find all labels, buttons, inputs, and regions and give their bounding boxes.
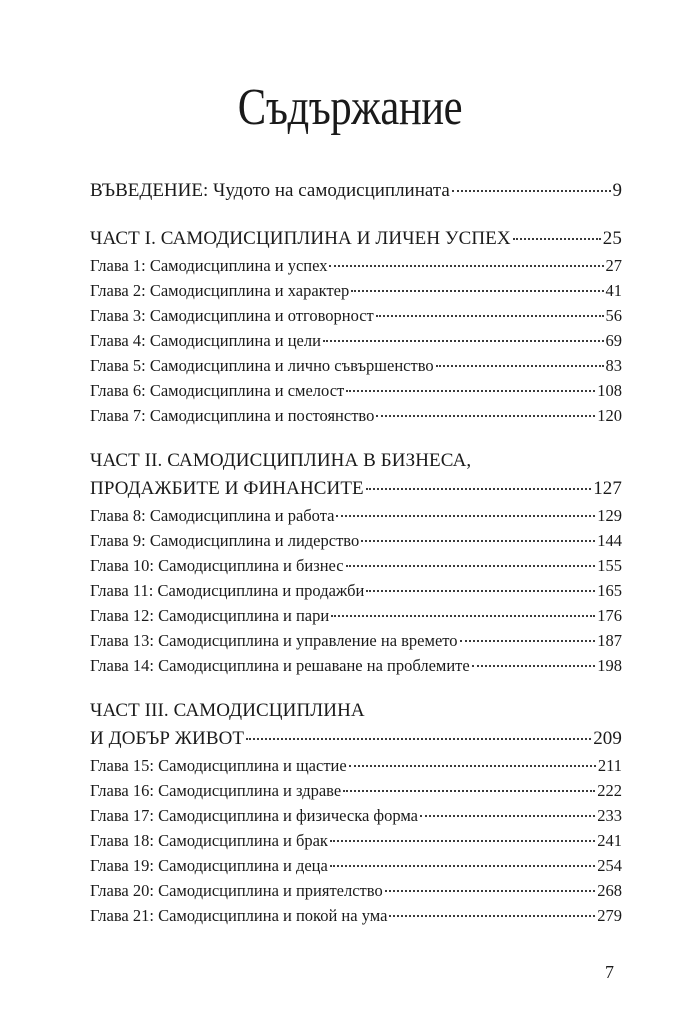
dot-leader bbox=[366, 590, 595, 592]
toc-chapter-label: Глава 19: Самодисциплина и деца bbox=[90, 856, 328, 875]
toc-chapter-row bbox=[90, 306, 622, 331]
toc-chapter-row bbox=[90, 256, 622, 281]
toc-chapter-page: 176 bbox=[597, 606, 622, 625]
toc-chapter-page: 108 bbox=[597, 381, 622, 400]
dot-leader bbox=[366, 488, 591, 490]
toc-part bbox=[90, 450, 622, 681]
toc-part bbox=[90, 700, 622, 931]
toc-chapter-row bbox=[90, 906, 622, 931]
toc-chapter-row bbox=[90, 856, 622, 881]
toc-chapter-page: 198 bbox=[597, 656, 622, 675]
dot-leader bbox=[331, 615, 595, 617]
toc-chapter-row bbox=[90, 581, 622, 606]
toc-chapter-page: 165 bbox=[597, 581, 622, 600]
toc-chapter-page: 144 bbox=[597, 531, 622, 550]
dot-leader bbox=[385, 890, 596, 892]
toc-chapter-label: Глава 4: Самодисциплина и цели bbox=[90, 331, 321, 350]
toc-intro-page: 9 bbox=[612, 180, 622, 201]
page-number: 7 bbox=[605, 962, 614, 982]
toc-chapter-label: Глава 7: Самодисциплина и постоянство bbox=[90, 406, 375, 425]
toc-part-heading bbox=[90, 478, 622, 506]
toc-chapter-row bbox=[90, 556, 622, 581]
toc-chapter-label: Глава 12: Самодисциплина и пари bbox=[90, 606, 330, 625]
toc-chapter-row bbox=[90, 281, 622, 306]
toc-chapter-page: 41 bbox=[605, 281, 622, 300]
toc-chapter-page: 120 bbox=[597, 406, 622, 425]
toc-chapter-row bbox=[90, 781, 622, 806]
toc-part-page: 127 bbox=[593, 478, 622, 499]
toc-chapter-row bbox=[90, 331, 622, 356]
toc-chapter-row bbox=[90, 881, 622, 906]
toc-chapter-row bbox=[90, 381, 622, 406]
dot-leader bbox=[376, 315, 604, 317]
dot-leader bbox=[336, 515, 595, 517]
toc-part-page: 25 bbox=[602, 228, 622, 249]
toc-chapter-label: Глава 2: Самодисциплина и характер bbox=[90, 281, 350, 300]
toc-chapter-row bbox=[90, 806, 622, 831]
toc-chapter-page: 211 bbox=[597, 756, 622, 775]
toc-chapter-page: 187 bbox=[597, 631, 622, 650]
toc-chapter-label: Глава 16: Самодисциплина и здраве bbox=[90, 781, 342, 800]
toc-chapter-row bbox=[90, 406, 622, 431]
toc-chapter-label: Глава 10: Самодисциплина и бизнес bbox=[90, 556, 344, 575]
dot-leader bbox=[389, 915, 595, 917]
dot-leader bbox=[436, 365, 604, 367]
toc-chapter-label: Глава 9: Самодисциплина и лидерство bbox=[90, 531, 360, 550]
toc-chapter-page: 268 bbox=[597, 881, 622, 900]
toc-part-label: ПРОДАЖБИТЕ И ФИНАНСИТЕ bbox=[90, 478, 364, 499]
toc-chapter-label: Глава 20: Самодисциплина и приятелство bbox=[90, 881, 383, 900]
toc-part-label: И ДОБЪР ЖИВОТ bbox=[90, 728, 245, 749]
toc-chapter-label: Глава 1: Самодисциплина и успех bbox=[90, 256, 328, 275]
dot-leader bbox=[330, 840, 595, 842]
toc-chapter-label: Глава 15: Самодисциплина и щастие bbox=[90, 756, 347, 775]
dot-leader bbox=[323, 340, 604, 342]
toc-chapter-label: Глава 6: Самодисциплина и смелост bbox=[90, 381, 345, 400]
toc-chapter-page: 233 bbox=[597, 806, 622, 825]
toc-chapter-page: 129 bbox=[597, 506, 622, 525]
toc-chapter-page: 222 bbox=[597, 781, 622, 800]
toc-chapter-page: 83 bbox=[605, 356, 622, 375]
toc-chapter-label: Глава 21: Самодисциплина и покой на ума bbox=[90, 906, 388, 925]
toc-part-page: 209 bbox=[593, 728, 622, 749]
dot-leader bbox=[376, 415, 595, 417]
toc-part-heading-line1: ЧАСТ II. САМОДИСЦИПЛИНА В БИЗНЕСА, bbox=[90, 450, 472, 471]
toc-intro-row bbox=[90, 180, 622, 214]
toc-chapter-row bbox=[90, 631, 622, 656]
dot-leader bbox=[329, 265, 603, 267]
toc-chapter-page: 56 bbox=[605, 306, 622, 325]
toc-chapter-label: Глава 3: Самодисциплина и отговорност bbox=[90, 306, 374, 325]
toc-chapter-page: 69 bbox=[605, 331, 622, 350]
dot-leader bbox=[330, 865, 595, 867]
page-title: Съдържание bbox=[237, 79, 463, 136]
toc-chapter-row bbox=[90, 356, 622, 381]
dot-leader bbox=[351, 290, 603, 292]
toc-chapter-page: 27 bbox=[605, 256, 622, 275]
toc-chapter-row bbox=[90, 506, 622, 531]
toc-part-heading-line1: ЧАСТ III. САМОДИСЦИПЛИНА bbox=[90, 700, 365, 721]
toc-intro-label: ВЪВЕДЕНИЕ: Чудото на самодисциплината bbox=[90, 180, 450, 201]
toc-chapter-label: Глава 13: Самодисциплина и управление на времето bbox=[90, 631, 458, 650]
toc-chapter-row bbox=[90, 531, 622, 556]
dot-leader bbox=[472, 665, 596, 667]
toc-chapter-label: Глава 8: Самодисциплина и работа bbox=[90, 506, 335, 525]
toc-chapter-label: Глава 18: Самодисциплина и брак bbox=[90, 831, 328, 850]
toc-part-heading bbox=[90, 728, 622, 756]
toc-chapter-label: Глава 11: Самодисциплина и продажби bbox=[90, 581, 365, 600]
toc-chapter-page: 155 bbox=[597, 556, 622, 575]
toc-part-label: ЧАСТ I. САМОДИСЦИПЛИНА И ЛИЧЕН УСПЕХ bbox=[90, 228, 511, 249]
toc-chapter-label: Глава 14: Самодисциплина и решаване на проблемите bbox=[90, 656, 470, 675]
table-of-contents bbox=[90, 180, 622, 931]
dot-leader bbox=[452, 190, 611, 192]
toc-chapter-row bbox=[90, 831, 622, 856]
toc-part bbox=[90, 228, 622, 431]
dot-leader bbox=[460, 640, 596, 642]
toc-part-heading bbox=[90, 228, 622, 256]
dot-leader bbox=[346, 390, 595, 392]
dot-leader bbox=[361, 540, 595, 542]
dot-leader bbox=[346, 565, 596, 567]
toc-chapter-label: Глава 17: Самодисциплина и физическа форма bbox=[90, 806, 419, 825]
dot-leader bbox=[246, 738, 591, 740]
toc-chapter-row bbox=[90, 656, 622, 681]
toc-chapter-page: 254 bbox=[597, 856, 622, 875]
toc-chapter-row bbox=[90, 756, 622, 781]
toc-chapter-page: 241 bbox=[597, 831, 622, 850]
toc-chapter-page: 279 bbox=[597, 906, 622, 925]
dot-leader bbox=[343, 790, 595, 792]
toc-chapter-label: Глава 5: Самодисциплина и лично съвършенство bbox=[90, 356, 434, 375]
toc-chapter-row bbox=[90, 606, 622, 631]
dot-leader bbox=[420, 815, 595, 817]
dot-leader bbox=[513, 238, 601, 240]
dot-leader bbox=[349, 765, 596, 767]
